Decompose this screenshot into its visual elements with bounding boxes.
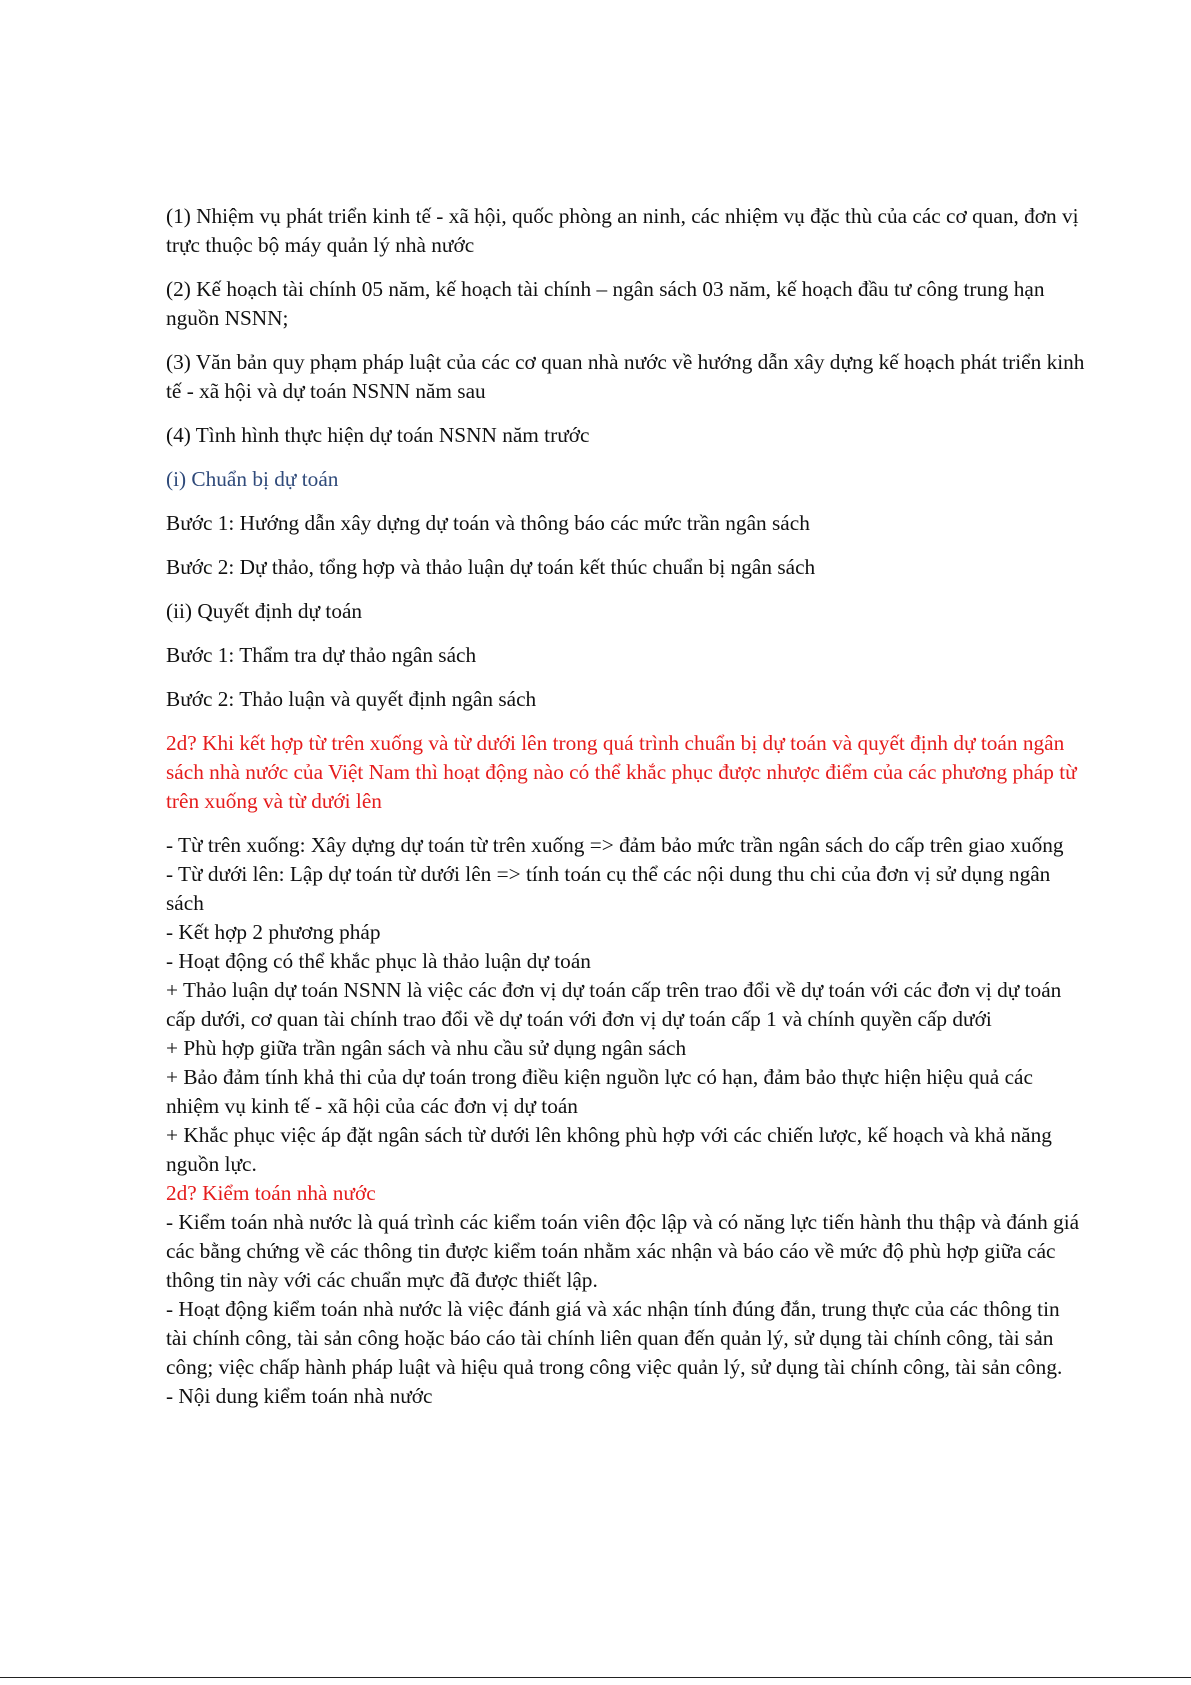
paragraph: Bước 1: Hướng dẫn xây dựng dự toán và thông báo các mức trần ngân sách bbox=[166, 511, 810, 535]
paragraph: - Kết hợp 2 phương pháp bbox=[166, 920, 381, 944]
section-heading: 2d? Khi kết hợp từ trên xuống và từ dưới lên trong quá trình chuẩn bị dự toán và quyết định dự toán ngân sách nhà nước của Việt Nam thì hoạt động nào có thể khắc phục được nhược điểm của các phương pháp từ trên xuống và từ dưới lên bbox=[166, 731, 1077, 813]
paragraph: + Thảo luận dự toán NSNN là việc các đơn vị dự toán cấp trên trao đổi về dự toán với các đơn vị dự toán cấp dưới, cơ quan tài chính trao đổi về dự toán với đơn vị dự toán cấp 1 và chính quyền cấp dưới bbox=[166, 978, 1062, 1031]
paragraph: Bước 2: Dự thảo, tổng hợp và thảo luận dự toán kết thúc chuẩn bị ngân sách bbox=[166, 555, 816, 579]
paragraph: (1) Nhiệm vụ phát triển kinh tế - xã hội, quốc phòng an ninh, các nhiệm vụ đặc thù của các cơ quan, đơn vị trực thuộc bộ máy quản lý nhà nước bbox=[166, 204, 1079, 257]
paragraph: - Hoạt động kiểm toán nhà nước là việc đánh giá và xác nhận tính đúng đắn, trung thực của các thông tin tài chính công, tài sản công hoặc báo cáo tài chính liên quan đến quản lý, sử dụng tài chính công, tài sản công; việc chấp hành pháp luật và hiệu quả trong công việc quản lý, sử dụng tài chính công, tài sản công. bbox=[166, 1297, 1063, 1379]
paragraph: (3) Văn bản quy phạm pháp luật của các cơ quan nhà nước về hướng dẫn xây dựng kế hoạch phát triển kinh tế - xã hội và dự toán NSNN năm sau bbox=[166, 350, 1085, 403]
paragraph: (ii) Quyết định dự toán bbox=[166, 599, 363, 623]
footer-divider bbox=[0, 1677, 1191, 1678]
paragraph: - Kiểm toán nhà nước là quá trình các kiểm toán viên độc lập và có năng lực tiến hành thu thập và đánh giá các bằng chứng về các thông tin được kiểm toán nhằm xác nhận và báo cáo về mức độ phù hợp giữa các thông tin này với các chuẩn mực đã được thiết lập. bbox=[166, 1210, 1080, 1292]
paragraph: (4) Tình hình thực hiện dự toán NSNN năm trước bbox=[166, 423, 590, 447]
section-heading: 2d? Kiểm toán nhà nước bbox=[166, 1181, 376, 1205]
paragraph: Bước 1: Thẩm tra dự thảo ngân sách bbox=[166, 643, 477, 667]
paragraph: - Hoạt động có thể khắc phục là thảo luận dự toán bbox=[166, 949, 591, 973]
paragraph: (2) Kế hoạch tài chính 05 năm, kế hoạch tài chính – ngân sách 03 năm, kế hoạch đầu tư công trung hạn nguồn NSNN; bbox=[166, 277, 1045, 330]
document-body bbox=[166, 202, 1086, 1411]
paragraph: + Phù hợp giữa trần ngân sách và nhu cầu sử dụng ngân sách bbox=[166, 1036, 687, 1060]
paragraph: - Nội dung kiểm toán nhà nước bbox=[166, 1384, 433, 1408]
section-heading: (i) Chuẩn bị dự toán bbox=[166, 467, 339, 491]
paragraph: - Từ dưới lên: Lập dự toán từ dưới lên => tính toán cụ thể các nội dung thu chi của đơn vị sử dụng ngân sách bbox=[166, 862, 1051, 915]
paragraph: - Từ trên xuống: Xây dựng dự toán từ trên xuống => đảm bảo mức trần ngân sách do cấp trên giao xuống bbox=[166, 833, 1064, 857]
paragraph: + Bảo đảm tính khả thi của dự toán trong điều kiện nguồn lực có hạn, đảm bảo thực hiện hiệu quả các nhiệm vụ kinh tế - xã hội của các đơn vị dự toán bbox=[166, 1065, 1033, 1118]
paragraph: + Khắc phục việc áp đặt ngân sách từ dưới lên không phù hợp với các chiến lược, kế hoạch và khả năng nguồn lực. bbox=[166, 1123, 1052, 1176]
paragraph: Bước 2: Thảo luận và quyết định ngân sách bbox=[166, 687, 537, 711]
